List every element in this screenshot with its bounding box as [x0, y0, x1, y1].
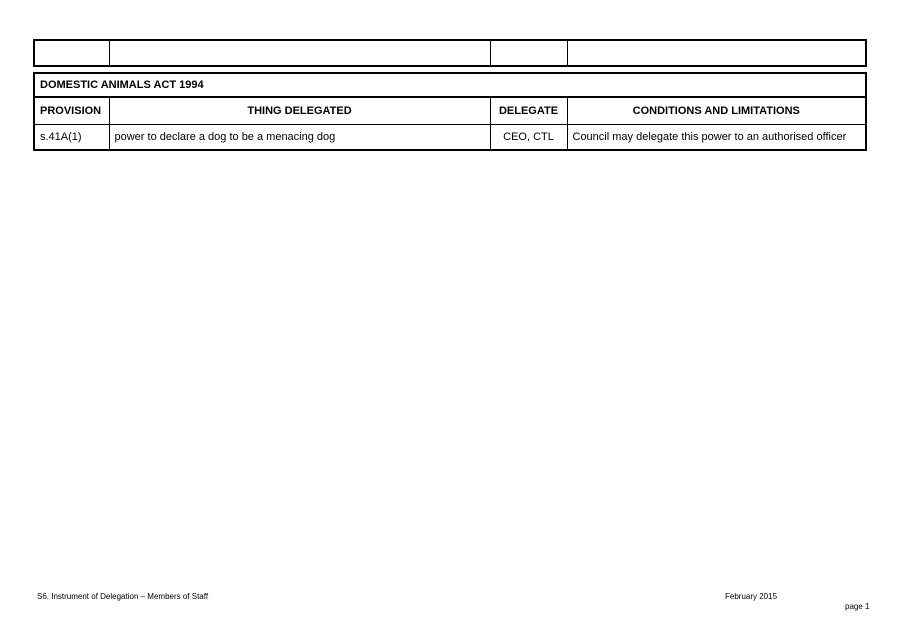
footer-document-title: S6. Instrument of Delegation – Members of Staff: [37, 592, 209, 601]
footer-page-number: page 1: [845, 602, 870, 611]
table-row: [34, 125, 866, 151]
header-provision: PROVISION: [34, 97, 109, 125]
act-title-row: [34, 73, 866, 97]
header-thing-delegated: THING DELEGATED: [109, 97, 490, 125]
continuation-table: [33, 39, 867, 67]
delegation-table: [33, 72, 867, 151]
footer-date: February 2015: [725, 592, 778, 601]
empty-cell: [34, 40, 109, 66]
empty-cell: [567, 40, 866, 66]
empty-cell: [109, 40, 490, 66]
act-title: DOMESTIC ANIMALS ACT 1994: [34, 73, 866, 97]
empty-row: [34, 40, 866, 66]
thing-delegated-cell: power to declare a dog to be a menacing dog: [109, 125, 490, 151]
delegate-cell: CEO, CTL: [490, 125, 567, 151]
conditions-cell: Council may delegate this power to an authorised officer: [567, 125, 866, 151]
provision-cell: s.41A(1): [34, 125, 109, 151]
header-row: [34, 97, 866, 125]
header-conditions: CONDITIONS AND LIMITATIONS: [567, 97, 866, 125]
empty-cell: [490, 40, 567, 66]
header-delegate: DELEGATE: [490, 97, 567, 125]
